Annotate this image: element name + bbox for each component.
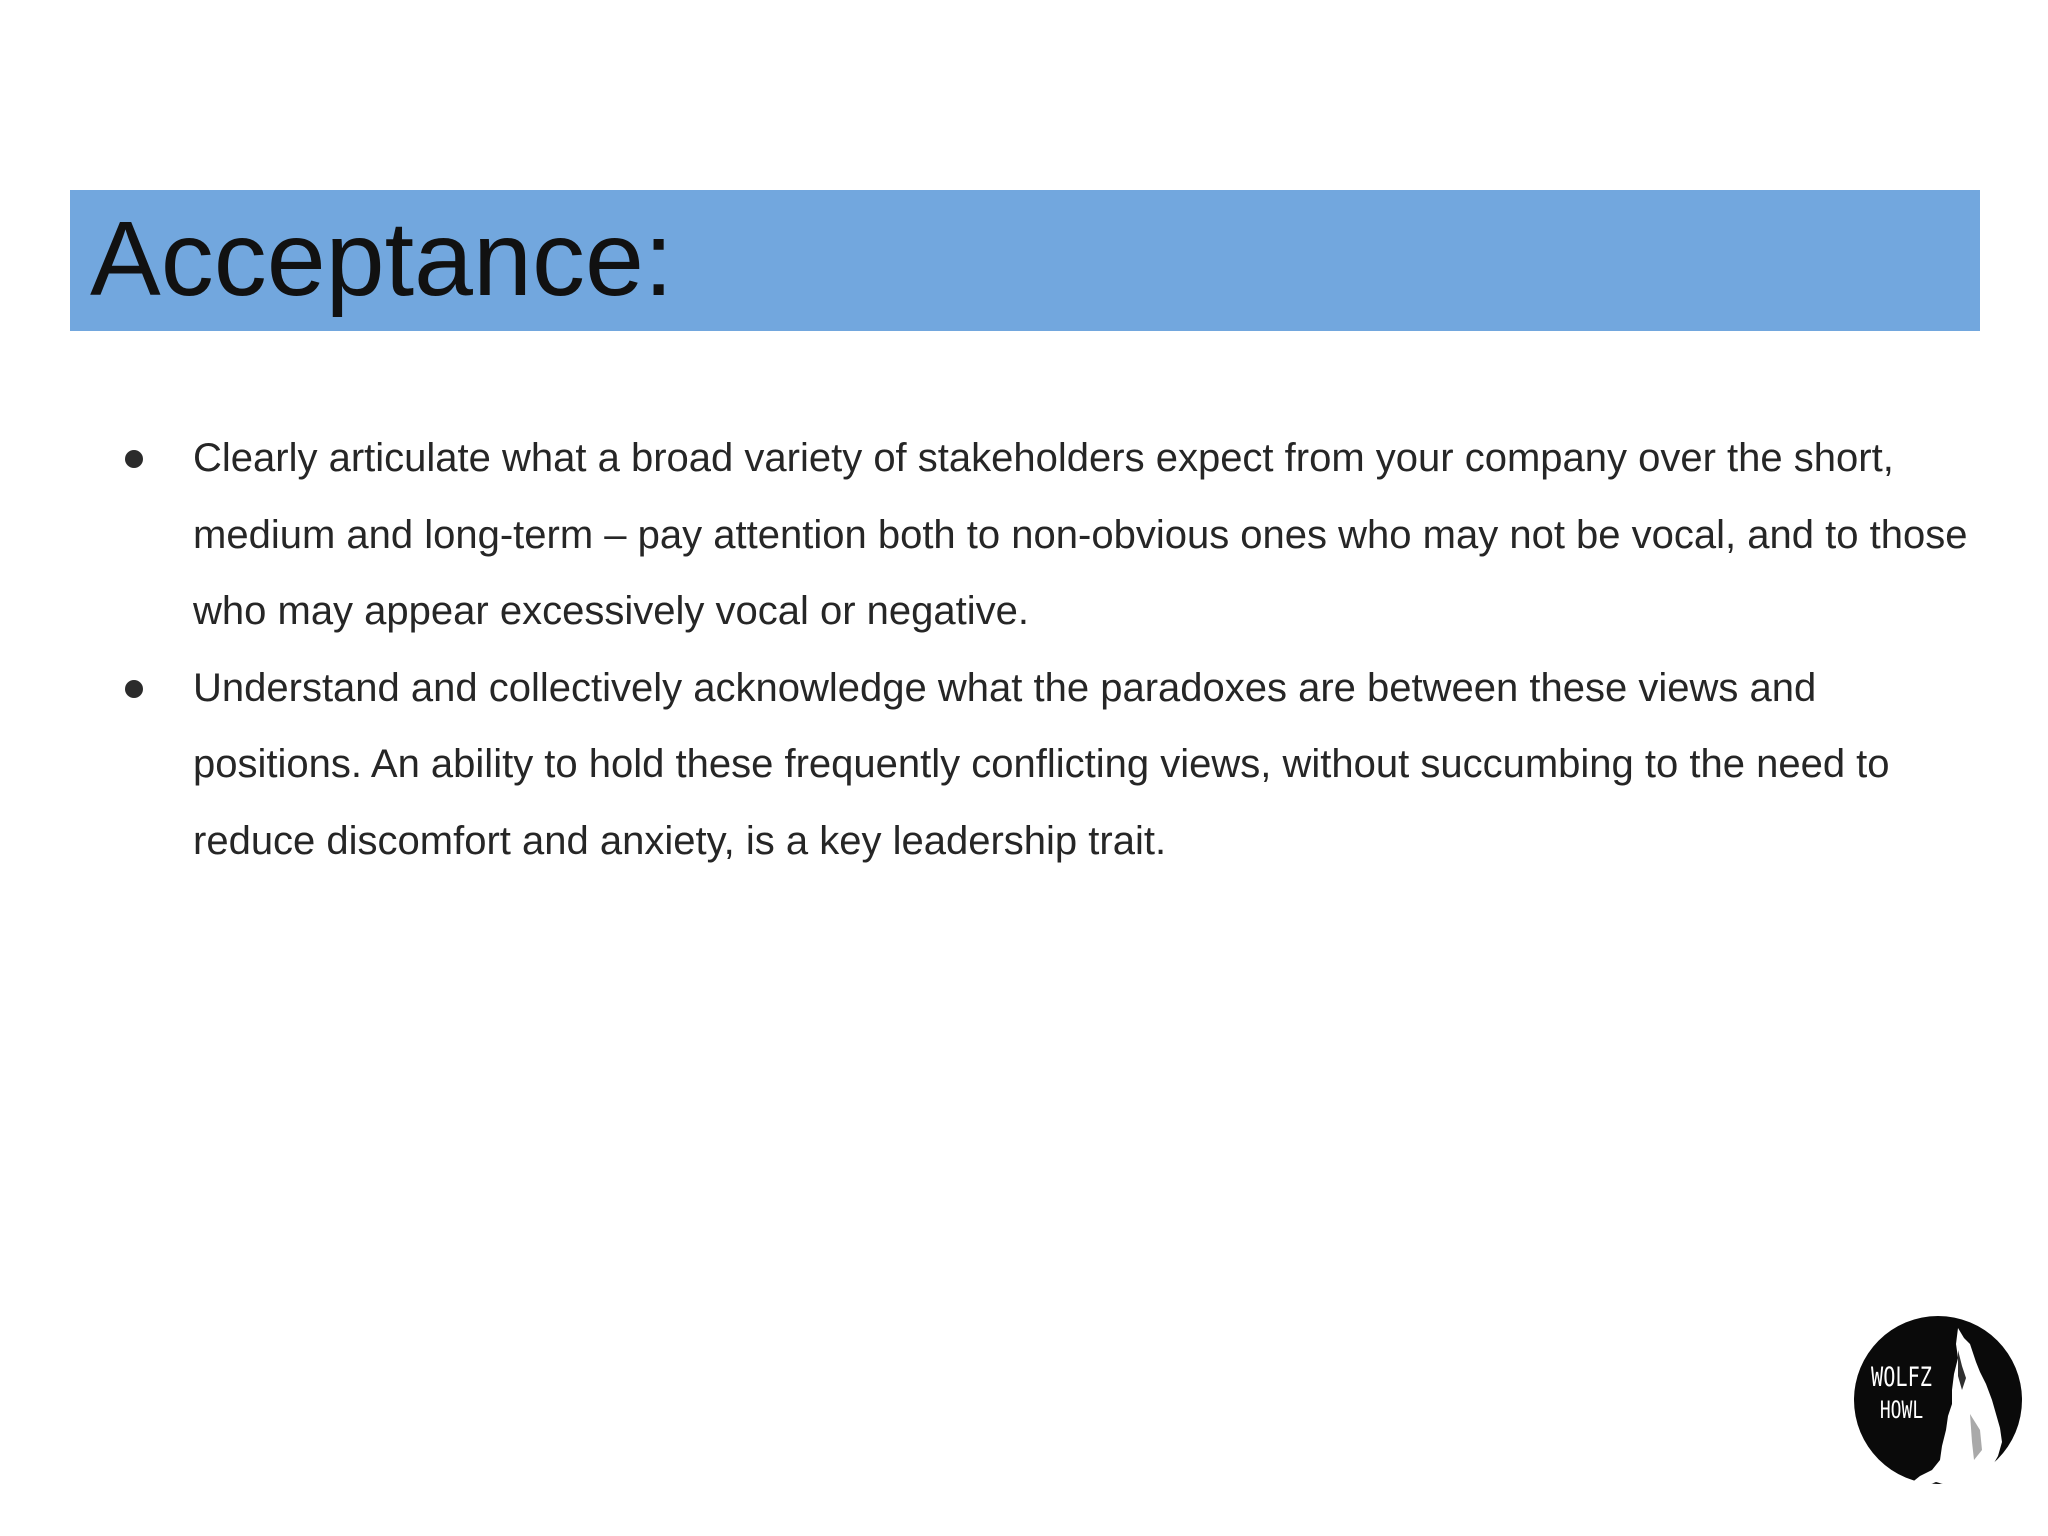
logo-text-line2: HOWL [1879,1396,1924,1425]
howling-wolf-logo-icon [1840,1310,2030,1490]
slide-title: Acceptance: [90,200,674,318]
bullet-item [120,420,1980,650]
logo-text-line1: WOLFZ [1871,1361,1932,1393]
bullet-text: Understand and collectively acknowledge what the paradoxes are between these views and positions. An ability to hold these frequently conflicting views, without succumbing to the need to reduce discomfort and anxiety, is a key leadership trait. [193,665,1890,863]
bullet-text: Clearly articulate what a broad variety of stakeholders expect from your company over the short, medium and long-term – pay attention both to non-obvious ones who may not be vocal, and to those who may appear excessively vocal or negative. [193,436,1968,633]
bullet-item [120,650,1980,880]
bullet-dot-icon [125,680,143,698]
title-bar [70,190,1980,331]
bullet-dot-icon [125,450,143,468]
bullet-list [120,420,1980,879]
